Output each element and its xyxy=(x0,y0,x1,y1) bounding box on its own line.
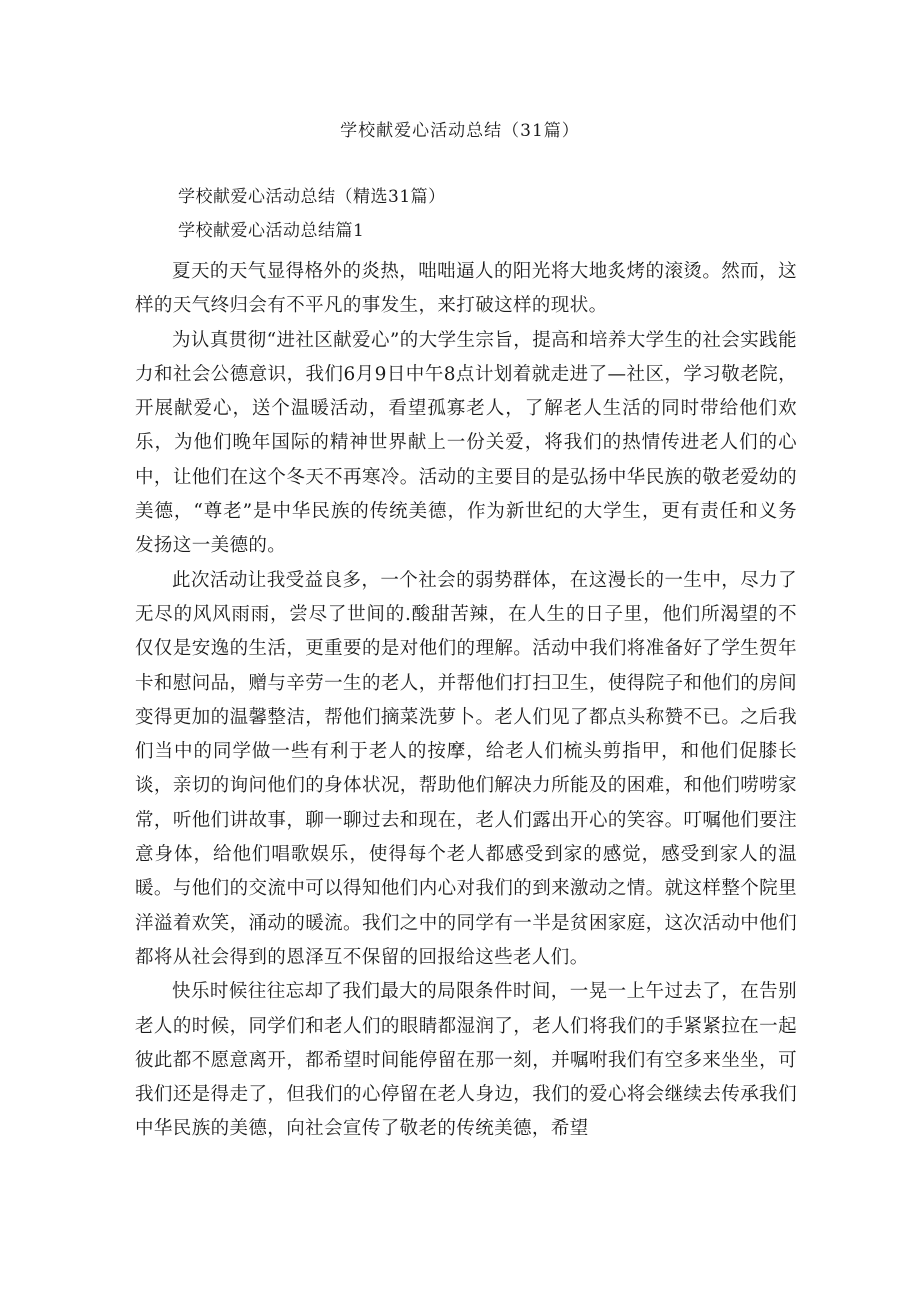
paragraph: 此次活动让我受益良多，一个社会的弱势群体，在这漫长的一生中，尽力了无尽的风风雨雨，尝尽了世间的.酸甜苦辣，在人生的日子里，他们所渴望的不仅仅是安逸的生活，更重要的是对他们的理解。活动中我们将准备好了学生贺年卡和慰问品，赠与辛劳一生的老人，并帮他们打扫卫生，使得院子和他们的房间变得更加的温馨整洁，帮他们摘菜洗萝卜。老人们见了都点头称赞不已。之后我们当中的同学做一些有利于老人的按摩，给老人们梳头剪指甲，和他们促膝长谈，亲切的询问他们的身体状况，帮助他们解决力所能及的困难，和他们唠唠家常，听他们讲故事，聊一聊过去和现在，老人们露出开心的笑容。叮嘱他们要注意身体，给他们唱歌娱乐，使得每个老人都感受到家的感觉，感受到家人的温暖。与他们的交流中可以得知他们内心对我们的到来激动之情。就这样整个院里洋溢着欢笑，涌动的暖流。我们之中的同学有一半是贫困家庭，这次活动中他们都将从社会得到的恩泽互不保留的回报给这些老人们。 xyxy=(135,569,797,968)
paragraph: 夏天的天气显得格外的炎热，咄咄逼人的阳光将大地炙烤的滚烫。然而，这样的天气终归会有不平凡的事发生，来打破这样的现状。 xyxy=(135,261,797,317)
section-heading: 学校献爱心活动总结篇1 xyxy=(178,221,365,241)
paragraph: 为认真贯彻“进社区献爱心”的大学生宗旨，提高和培养大学生的社会实践能力和社会公德意识，我们6月9日中午8点计划着就走进了—社区，学习敬老院，开展献爱心，送个温暖活动，看望孤寡老人，了解老人生活的同时带给他们欢乐，为他们晚年国际的精神世界献上一份关爱，将我们的热情传进老人们的心中，让他们在这个冬天不再寒冷。活动的主要目的是弘扬中华民族的敬老爱幼的美德，“尊老”是中华民族的传统美德，作为新世纪的大学生，更有责任和义务发扬这一美德的。 xyxy=(135,329,797,557)
body-text xyxy=(135,255,797,1147)
paragraph: 快乐时候往往忘却了我们最大的局限条件时间，一晃一上午过去了，在告别老人的时候，同学们和老人们的眼睛都湿润了，老人们将我们的手紧紧拉在一起彼此都不愿意离开，都希望时间能停留在那一刻，并嘱咐我们有空多来坐坐，可我们还是得走了，但我们的心停留在老人身边，我们的爱心将会继续去传承我们中华民族的美德，向社会宣传了敬老的传统美德，希望 xyxy=(135,981,797,1140)
document-subtitle: 学校献爱心活动总结（精选31篇） xyxy=(178,187,446,207)
document-title: 学校献爱心活动总结（31篇） xyxy=(340,121,580,141)
